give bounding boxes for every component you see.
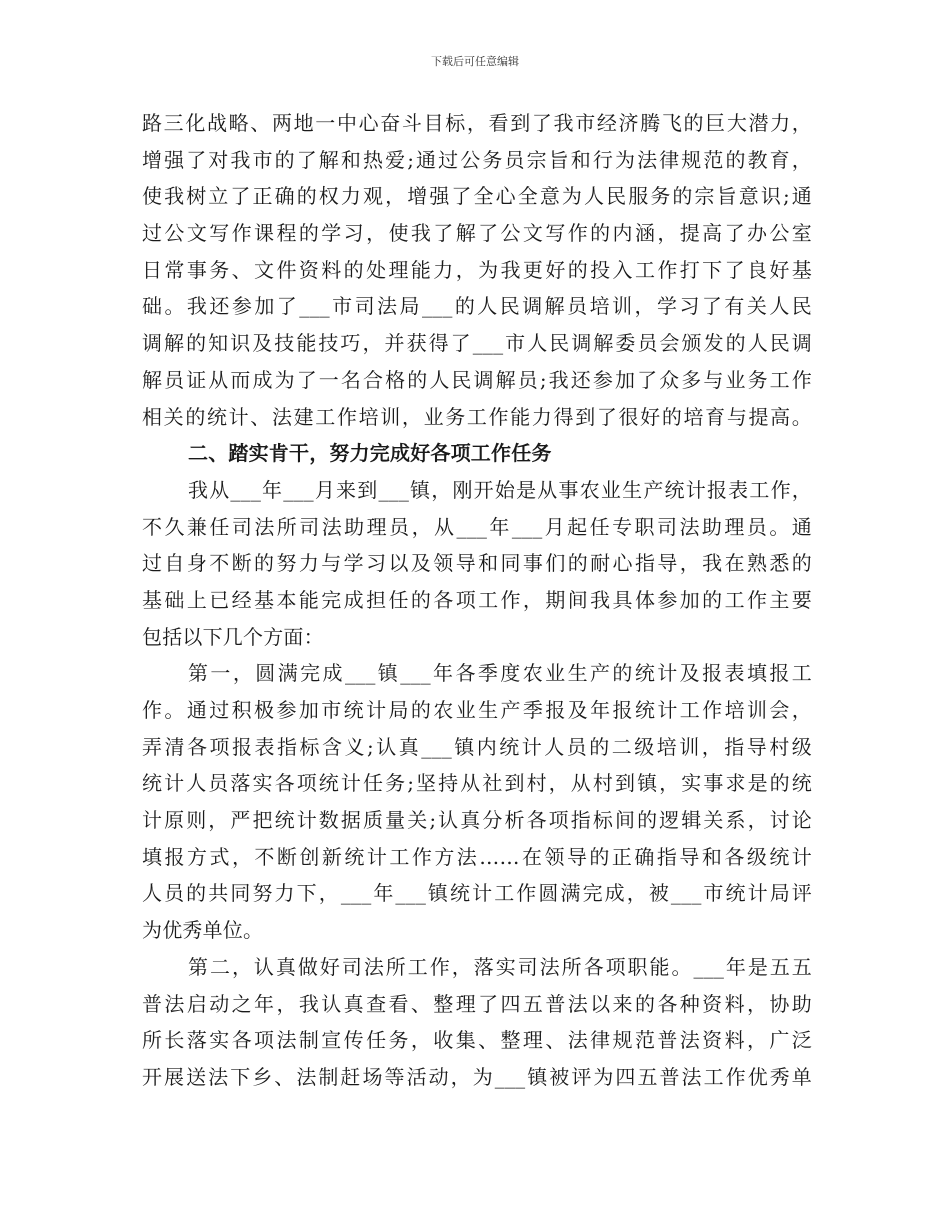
text-line: 使我树立了正确的权力观，增强了全心全意为人民服务的宗旨意识;通 — [142, 184, 812, 209]
text-line: 路三化战略、两地一中心奋斗目标，看到了我市经济腾飞的巨大潜力， — [142, 111, 812, 135]
text-line: 基础上已经基本能完成担任的各项工作，期间我具体参加的工作主要 — [142, 587, 812, 612]
text-line: 人员的共同努力下，___年___镇统计工作圆满完成，被___市统计局评 — [142, 881, 812, 906]
text-line: 础。我还参加了___市司法局___的人民调解员培训，学习了有关人民 — [142, 294, 812, 319]
text-line: 统计人员落实各项统计任务;坚持从社到村，从村到镇，实事求是的统 — [142, 771, 812, 796]
text-line: 开展送法下乡、法制赶场等活动，为___镇被评为四五普法工作优秀单 — [142, 1064, 812, 1089]
text-line: 日常事务、文件资料的处理能力，为我更好的投入工作打下了良好基 — [142, 257, 812, 282]
section-heading: 二、踏实肯干，努力完成好各项工作任务 — [188, 441, 552, 466]
text-line: 普法启动之年，我认真查看、整理了四五普法以来的各种资料，协助 — [142, 991, 812, 1016]
text-line: 不久兼任司法所司法助理员，从___年___月起任专职司法助理员。通 — [142, 514, 812, 539]
text-line: 过公文写作课程的学习，使我了解了公文写作的内涵，提高了办公室 — [142, 221, 812, 246]
text-line: 解员证从而成为了一名合格的人民调解员;我还参加了众多与业务工作 — [142, 367, 812, 392]
document-body — [142, 105, 812, 1096]
text-line: 弄清各项报表指标含义;认真___镇内统计人员的二级培训，指导村级 — [142, 734, 812, 759]
text-line: 调解的知识及技能技巧，并获得了___市人民调解委员会颁发的人民调 — [142, 331, 812, 356]
text-line: 相关的统计、法建工作培训，业务工作能力得到了很好的培育与提高。 — [142, 404, 812, 429]
text-line: 过自身不断的努力与学习以及领导和同事们的耐心指导，我在熟悉的 — [142, 551, 812, 576]
text-line: 填报方式，不断创新统计工作方法……在领导的正确指导和各级统计 — [142, 844, 812, 869]
text-line: 第一，圆满完成___镇___年各季度农业生产的统计及报表填报工 — [188, 661, 812, 686]
text-line: 第二，认真做好司法所工作，落实司法所各项职能。___年是五五 — [188, 954, 812, 979]
text-line: 包括以下几个方面： — [142, 624, 324, 649]
text-line: 增强了对我市的了解和热爱;通过公务员宗旨和行为法律规范的教育， — [142, 147, 812, 172]
text-line: 计原则，严把统计数据质量关;认真分析各项指标间的逻辑关系，讨论 — [142, 808, 812, 833]
text-line: 作。通过积极参加市统计局的农业生产季报及年报统计工作培训会， — [142, 698, 812, 722]
text-line: 为优秀单位。 — [142, 918, 264, 943]
text-line: 所长落实各项法制宣传任务，收集、整理、法律规范普法资料，广泛 — [142, 1028, 812, 1053]
text-line: 我从___年___月来到___镇，刚开始是从事农业生产统计报表工作， — [188, 477, 812, 502]
page-header: 下载后可任意编辑 — [431, 55, 519, 68]
